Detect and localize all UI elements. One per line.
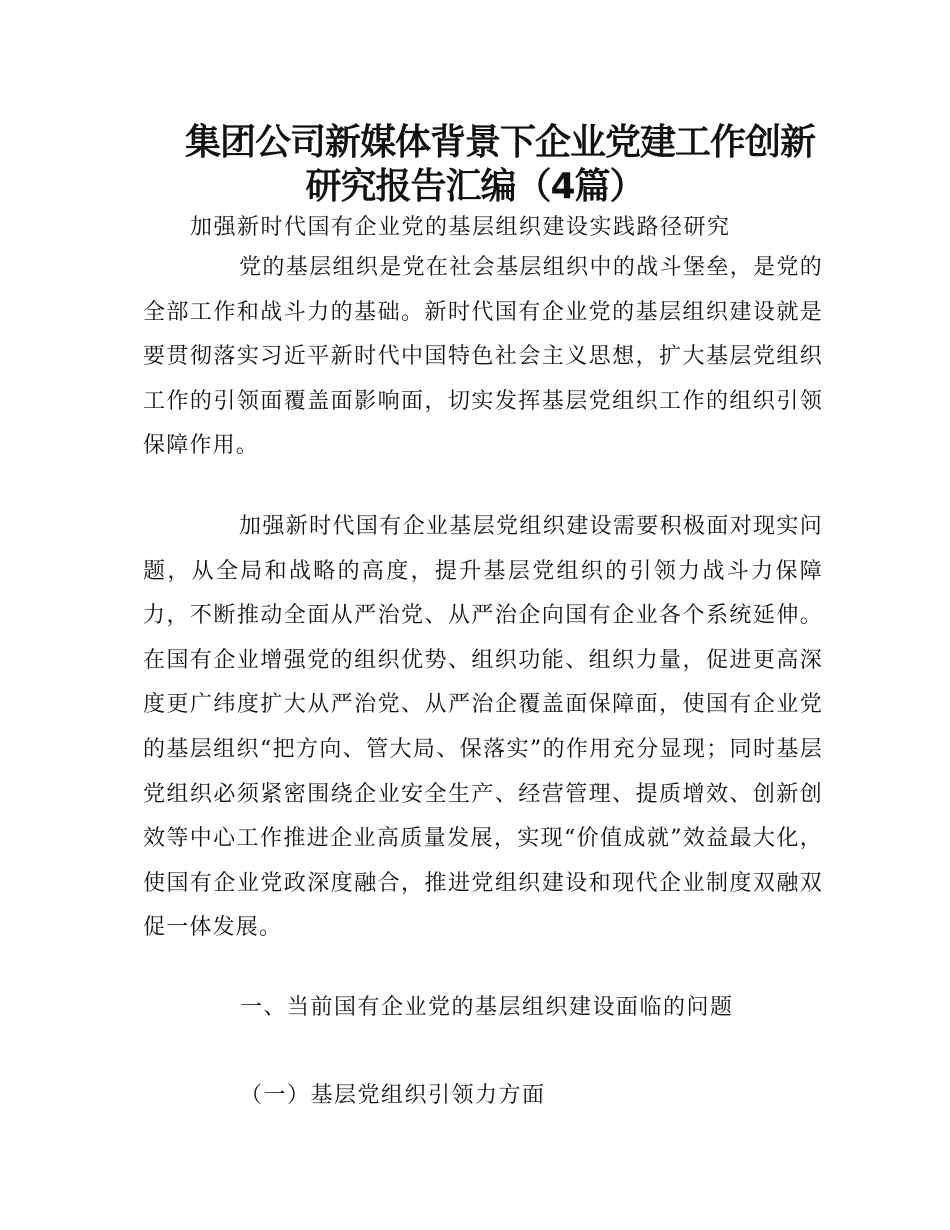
document-title-line-2: 研究报告汇编（4篇） <box>305 166 645 207</box>
section-heading: 一、当前国有企业党的基层组织建设面临的问题 <box>240 995 734 1020</box>
body-paragraph-1: 党的基层组织是党在社会基层组织中的战斗堡垒，是党的全部工作和战斗力的基础。新时代国有企业党的基层组织建设就是要贯彻落实习近平新时代中国特色社会主义思想，扩大基层党组织工作的引领面覆盖面影响面，切实发挥基层党组织工作的组织引领保障作用。 <box>143 255 823 459</box>
body-paragraph-2: 加强新时代国有企业基层党组织建设需要积极面对现实问题，从全局和战略的高度，提升基层党组织的引领力战斗力保障力，不断推动全面从严治党、从严治企向国有企业各个系统延伸。在国有企业增强党的组织优势、组织功能、组织力量，促进更高深度更广纬度扩大从严治党、从严治企覆盖面保障面，使国有企业党的基层组织“把方向、管大局、保落实”的作用充分显现；同时基层党组织必须紧密围绕企业安全生产、经营管理、提质增效、创新创效等中心工作推进企业高质量发展，实现“价值成就”效益最大化，使国有企业党政深度融合，推进党组织建设和现代企业制度双融双促一体发展。 <box>143 514 823 941</box>
document-subtitle: 加强新时代国有企业党的基层组织建设实践路径研究 <box>190 215 731 240</box>
subsection-heading: （一）基层党组织引领力方面 <box>240 1083 546 1108</box>
document-title-line-1: 集团公司新媒体背景下企业党建工作创新 <box>184 122 815 163</box>
